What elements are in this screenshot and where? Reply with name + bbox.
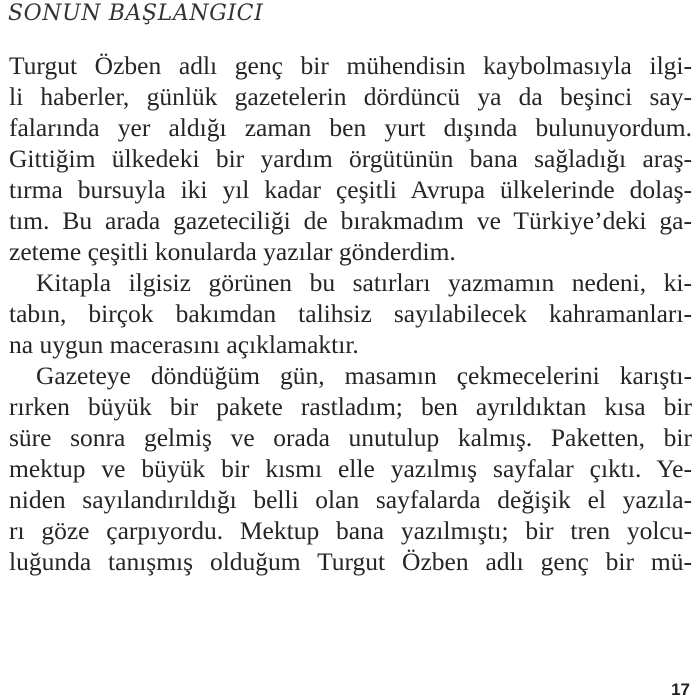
body-text [9, 50, 692, 577]
text-line: tabın, birçok bakımdan talihsiz sayılabilecek kahramanları- [9, 299, 692, 328]
text-line: rı göze çarpıyordu. Mektup bana yazılmıştı; bir tren yolcu- [9, 516, 692, 545]
text-line: niden sayılandırıldığı belli olan sayfalarda değişik el yazıla- [9, 485, 692, 514]
text-line: rırken büyük bir pakete rastladım; ben ayrıldıktan kısa bir [9, 392, 692, 421]
text-line: mektup ve büyük bir kısmı elle yazılmış sayfalar çıktı. Ye- [9, 454, 692, 483]
text-line: tım. Bu arada gazeteciliği de bırakmadım ve Türkiye’deki ga- [9, 206, 692, 235]
running-head: SONUN BAŞLANGICI [8, 1, 264, 26]
text-line: li haberler, günlük gazetelerin dördüncü ya da beşinci say- [9, 82, 692, 111]
text-line: falarında yer aldığı zaman ben yurt dışında bulunuyordum. [9, 113, 692, 142]
text-line: Kitapla ilgisiz görünen bu satırları yazmamın nedeni, ki- [36, 268, 692, 297]
text-line: luğunda tanışmış olduğum Turgut Özben adlı genç bir mü- [9, 547, 692, 576]
page-number: 17 [671, 680, 690, 699]
text-line: süre sonra gelmiş ve orada unutulup kalmış. Paketten, bir [9, 423, 692, 452]
text-line: Gittiğim ülkedeki bir yardım örgütünün bana sağladığı araş- [9, 144, 692, 173]
text-line: tırma bursuyla iki yıl kadar çeşitli Avrupa ülkelerinde dolaş- [9, 175, 692, 204]
text-line: Turgut Özben adlı genç bir mühendisin kaybolmasıyla ilgi- [9, 51, 692, 80]
text-line: na uygun macerasını açıklamaktır. [9, 330, 359, 359]
text-line: Gazeteye döndüğüm gün, masamın çekmecelerini karıştı- [36, 361, 692, 390]
text-line: zeteme çeşitli konularda yazılar gönderdim. [9, 237, 456, 266]
